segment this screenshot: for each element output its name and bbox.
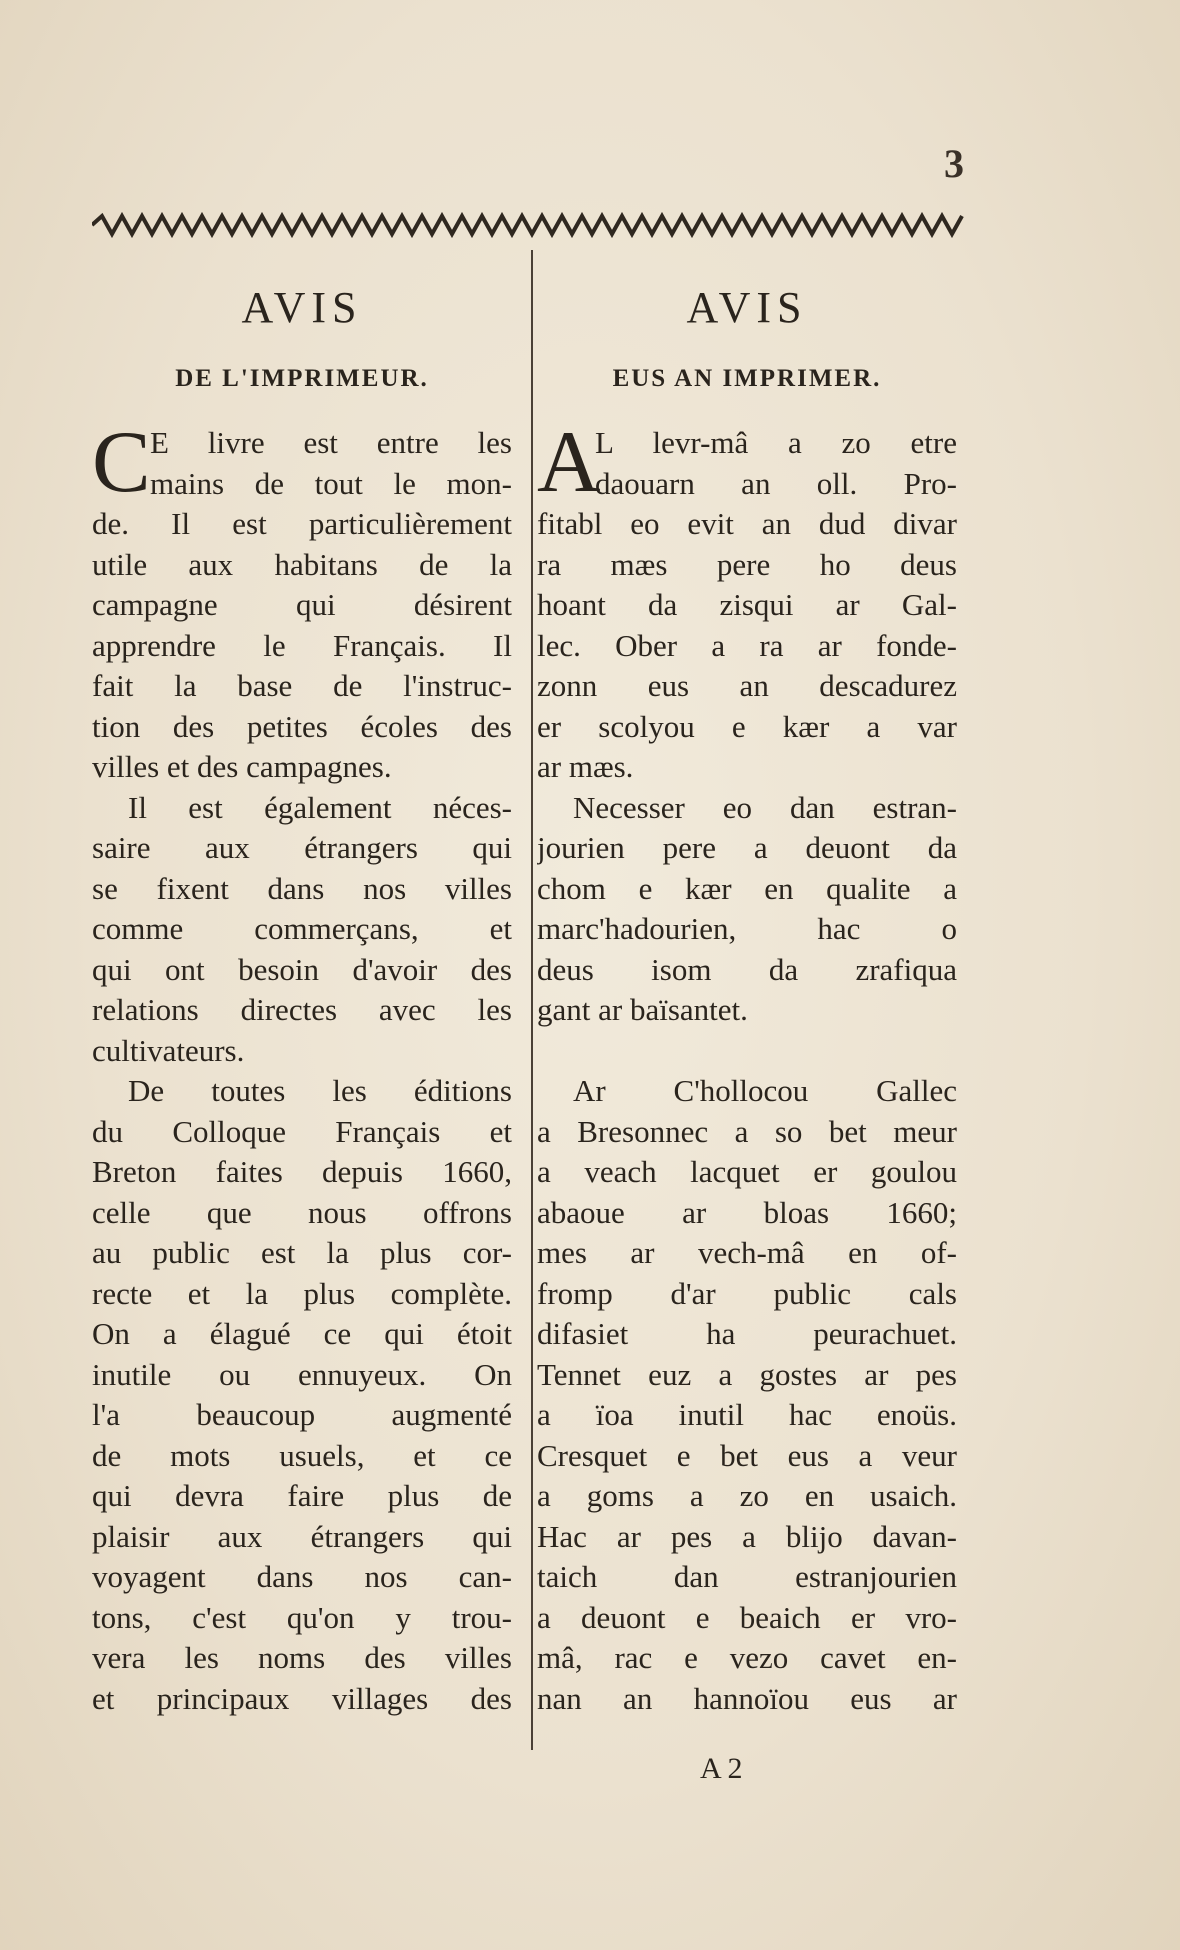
text-line: plaisir aux étrangers qui bbox=[92, 1518, 512, 1554]
french-column bbox=[92, 272, 512, 1719]
text-line: villes et des campagnes. bbox=[92, 749, 392, 784]
text-line: Ar C'hollocou Gallec bbox=[573, 1073, 957, 1108]
ornamental-rule bbox=[92, 212, 970, 238]
text-line: Il est également néces- bbox=[128, 789, 512, 825]
text-line: deus isom da zrafiqua bbox=[537, 951, 957, 987]
text-line: utile aux habitans de la bbox=[92, 546, 512, 582]
text-line: celle que nous offrons bbox=[92, 1194, 512, 1230]
text-line: a goms a zo en usaich. bbox=[537, 1478, 957, 1513]
text-line: vera les noms des villes bbox=[92, 1640, 512, 1675]
page-number: 3 bbox=[944, 141, 964, 186]
text-line: relations directes avec les bbox=[92, 992, 512, 1027]
text-line: inutile ou ennuyeux. On bbox=[92, 1356, 512, 1392]
text-line: qui devra faire plus de bbox=[92, 1478, 512, 1513]
text-line: jourien pere a deuont da bbox=[537, 830, 957, 865]
right-body bbox=[537, 414, 957, 1719]
text-line: Breton faites depuis 1660, bbox=[92, 1154, 512, 1189]
text-line: a veach lacquet er goulou bbox=[537, 1154, 957, 1189]
text-line: taich dan estranjourien bbox=[537, 1559, 957, 1594]
left-heading: AVIS bbox=[241, 283, 363, 332]
text-line: voyagent dans nos can- bbox=[92, 1559, 512, 1594]
text-line: recte et la plus complète. bbox=[92, 1275, 512, 1311]
text-line: abaoue ar bloas 1660; bbox=[537, 1194, 957, 1230]
text-line: Hac ar pes a blijo davan- bbox=[537, 1518, 957, 1554]
text-line: marc'hadourien, hac o bbox=[537, 911, 957, 946]
text-line: lec. Ober a ra ar fonde- bbox=[537, 627, 957, 663]
text-line: fromp d'ar public cals bbox=[537, 1275, 957, 1311]
paragraph-gap bbox=[537, 1031, 957, 1072]
text-line: chom e kær en qualite a bbox=[537, 870, 957, 906]
text-line: zonn eus an descadurez bbox=[537, 668, 957, 703]
text-line: Cresquet e bet eus a veur bbox=[537, 1437, 957, 1473]
left-subheading: DE L'IMPRIMEUR. bbox=[175, 365, 429, 392]
text-line: hoant da zisqui ar Gal- bbox=[537, 587, 957, 622]
text-line: Necesser eo dan estran- bbox=[573, 789, 957, 825]
left-body bbox=[92, 414, 512, 1719]
signature-mark: A 2 bbox=[700, 1752, 743, 1785]
text-line: de. Il est particulièrement bbox=[92, 506, 512, 541]
text-line: Tennet euz a gostes ar pes bbox=[537, 1356, 957, 1392]
text-line: a ïoa inutil hac enoüs. bbox=[537, 1397, 957, 1432]
text-line: saire aux étrangers qui bbox=[92, 830, 512, 865]
text-line: gant ar baïsantet. bbox=[537, 992, 748, 1027]
text-line: qui ont besoin d'avoir des bbox=[92, 951, 512, 987]
text-line: nan an hannoïou eus ar bbox=[537, 1680, 957, 1716]
text-line: comme commerçans, et bbox=[92, 911, 512, 946]
text-line: l'a beaucoup augmenté bbox=[92, 1397, 512, 1432]
text-line: apprendre le Français. Il bbox=[92, 627, 512, 663]
right-subheading: EUS AN IMPRIMER. bbox=[612, 365, 882, 392]
text-line: du Colloque Français et bbox=[92, 1113, 512, 1149]
text-line: daouarn an oll. Pro- bbox=[595, 465, 957, 501]
text-line: mes ar vech-mâ en of- bbox=[537, 1235, 957, 1270]
text-line: difasiet ha peurachuet. bbox=[537, 1316, 957, 1351]
text-line: mains de tout le mon- bbox=[150, 465, 512, 501]
text-line: tion des petites écoles des bbox=[92, 708, 512, 744]
right-heading: AVIS bbox=[686, 283, 808, 332]
text-line: fitabl eo evit an dud divar bbox=[537, 506, 957, 541]
text-line: tons, c'est qu'on y trou- bbox=[92, 1599, 512, 1635]
text-line: de mots usuels, et ce bbox=[92, 1437, 512, 1473]
text-line: er scolyou e kær a var bbox=[537, 708, 957, 744]
text-line: se fixent dans nos villes bbox=[92, 870, 512, 906]
text-line: cultivateurs. bbox=[92, 1032, 245, 1068]
breton-column bbox=[537, 272, 957, 1719]
left-dropcap: C bbox=[92, 414, 151, 511]
text-line: fait la base de l'instruc- bbox=[92, 668, 512, 703]
text-line: mâ, rac e vezo cavet en- bbox=[537, 1640, 957, 1675]
text-line: a deuont e beaich er vro- bbox=[537, 1599, 957, 1635]
text-line: au public est la plus cor- bbox=[92, 1235, 512, 1270]
text-line: De toutes les éditions bbox=[128, 1073, 512, 1108]
right-dropcap: A bbox=[537, 414, 601, 511]
text-line: et principaux villages des bbox=[92, 1680, 512, 1716]
text-line: campagne qui désirent bbox=[92, 587, 512, 622]
text-line: On a élagué ce qui étoit bbox=[92, 1316, 512, 1351]
text-line: E livre est entre les bbox=[150, 425, 512, 460]
text-line: a Bresonnec a so bet meur bbox=[537, 1113, 957, 1149]
text-line: ra mæs pere ho deus bbox=[537, 546, 957, 582]
text-line: L levr-mâ a zo etre bbox=[595, 425, 957, 460]
column-divider bbox=[531, 250, 533, 1750]
text-line: ar mæs. bbox=[537, 749, 634, 784]
